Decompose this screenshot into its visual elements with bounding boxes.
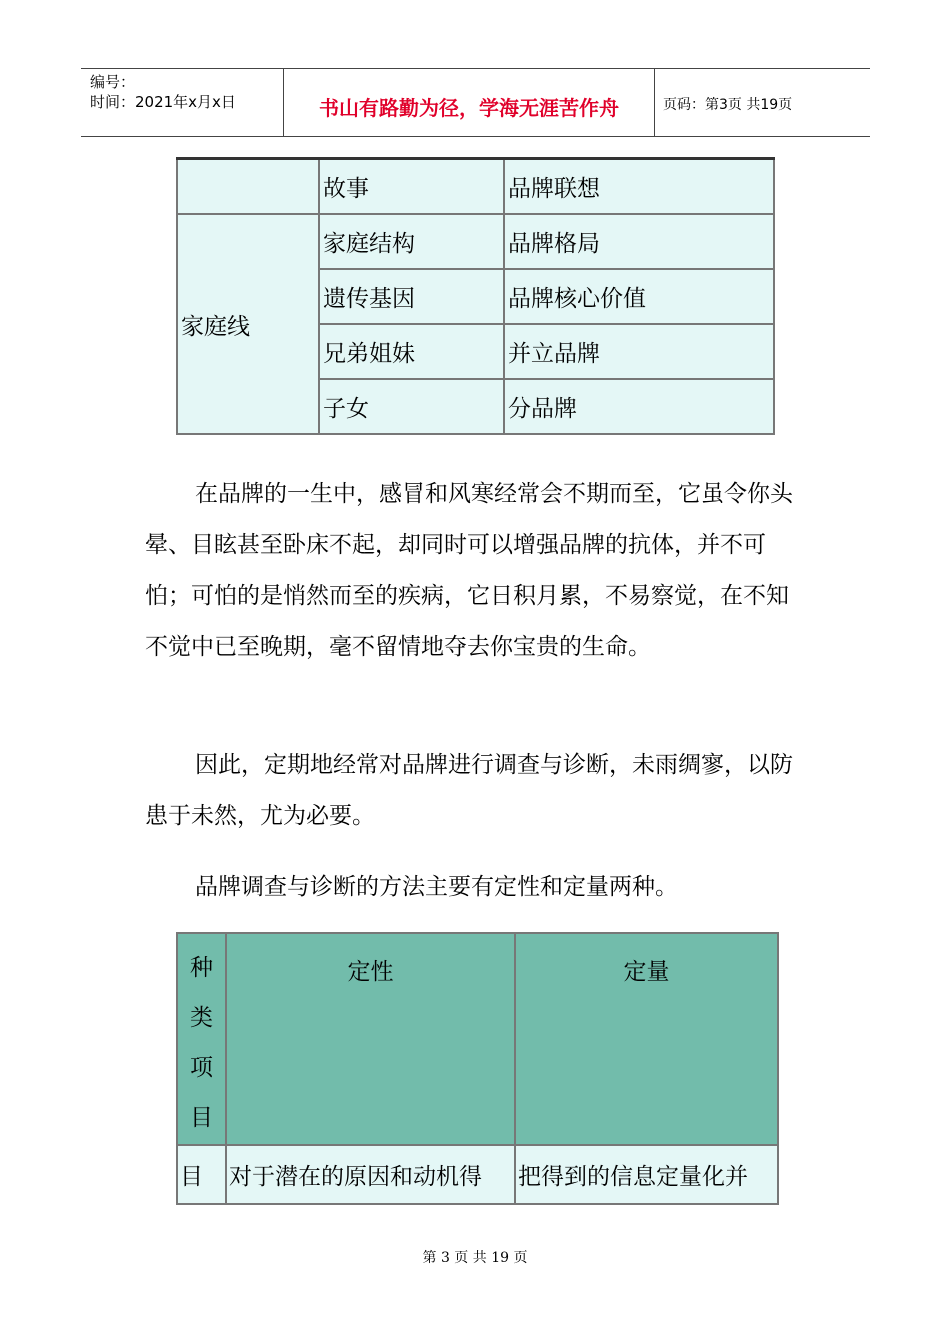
corner-char: 类: [190, 1005, 213, 1031]
header-top-rule: [81, 68, 870, 69]
column-header-qualitative: 定性: [226, 933, 515, 1145]
doc-number-label: 编号：: [90, 73, 136, 91]
table-cell: [177, 159, 319, 215]
table-cell: 遗传基因: [319, 269, 504, 324]
column-header-quantitative: 定量: [515, 933, 778, 1145]
body-paragraph: 品牌调查与诊断的方法主要有定性和定量两种。: [195, 874, 678, 900]
table-cell: 品牌核心价值: [504, 269, 774, 324]
table-cell: 故事: [319, 159, 504, 215]
header-page-info: 页码：第3页 共19页: [663, 97, 793, 113]
page-footer: 第 3 页 共 19 页: [422, 1250, 528, 1266]
header-divider: [654, 68, 655, 136]
table-cell: 并立品牌: [504, 324, 774, 379]
corner-header-cell: [177, 933, 226, 1145]
body-paragraph: 在品牌的一生中，感冒和风寒经常会不期而至，它虽令你头晕、目眩甚至卧床不起，却同时可以增强品牌的抗体，并不可怕；可怕的是悄然而至的疾病，它日积月累，不易察觉，在不知不觉中已至晚期，毫不留情地夺去你宝贵的生命。: [145, 481, 793, 660]
doc-time-label: 时间：2021年x月x日: [90, 93, 236, 111]
table-cell: 分品牌: [504, 379, 774, 434]
group-label-cell: 家庭线: [177, 214, 319, 434]
table-row: [177, 159, 774, 215]
corner-char: 项: [190, 1055, 213, 1081]
table-cell: 家庭结构: [319, 214, 504, 269]
table-cell: 子女: [319, 379, 504, 434]
corner-char: 种: [190, 955, 213, 981]
table-header-row: [177, 933, 778, 1145]
table-cell: 品牌联想: [504, 159, 774, 215]
header-motto: 书山有路勤为径，学海无涯苦作舟: [319, 96, 619, 120]
table-row: [177, 214, 774, 269]
header-meta: [90, 72, 236, 112]
corner-char: 目: [190, 1105, 213, 1131]
table-cell: 目: [177, 1145, 226, 1204]
family-line-table: [176, 157, 775, 435]
table-cell: 把得到的信息定量化并: [515, 1145, 778, 1204]
method-comparison-table: [176, 932, 779, 1205]
body-paragraph: 因此，定期地经常对品牌进行调查与诊断，未雨绸寥，以防患于未然，尤为必要。: [145, 752, 793, 829]
table-cell: 对于潜在的原因和动机得: [226, 1145, 515, 1204]
table-cell: 兄弟姐妹: [319, 324, 504, 379]
header-bottom-rule: [81, 136, 870, 137]
table-row: [177, 1145, 778, 1204]
table-cell: 品牌格局: [504, 214, 774, 269]
